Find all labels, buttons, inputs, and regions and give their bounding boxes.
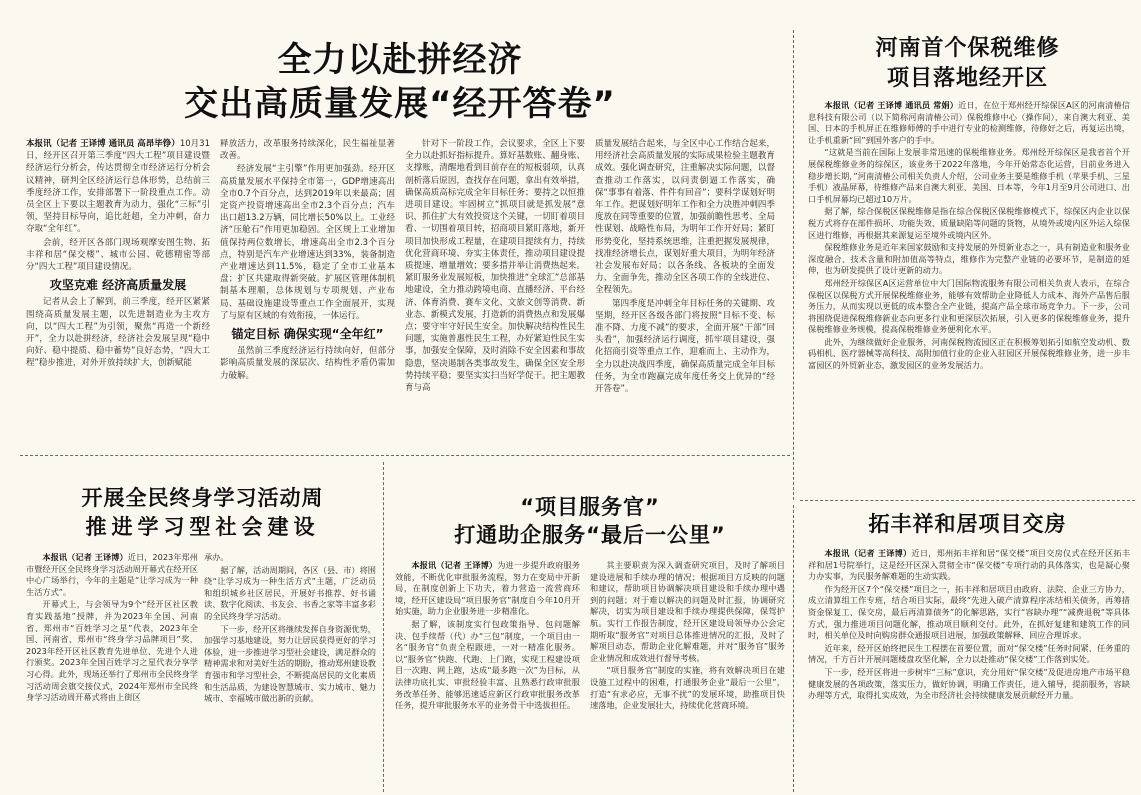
main-headline-line2: 交出高质量发展“经开答卷” bbox=[184, 84, 616, 124]
bottom-right-body bbox=[808, 548, 1130, 790]
bottom-left-headline-line2: 推进学习型社会建设 bbox=[85, 515, 320, 539]
bottom-right-p2: 作为经开区7个“保交楼”项目之一，拓丰祥和居项目由政府、法院、企业三方协力，成立清算组工作专班，结合项目实际，最终“先进入破产清算程序冻结相关债务，再筹措资金保复工、保交房，最后再清算债务”的化解思路，实行“容缺办理”“减费退税”等具体方式，强力推进项目问题化解，推动项目顺利交付。此外，在抓好复建和建筑工作的同时，相关单位及时向购房群众通报项目进展，加强政策解释、回应合理诉求。 bbox=[808, 583, 1130, 641]
bottom-left-headline-line1: 开展全民终身学习活动周 bbox=[81, 486, 324, 510]
right1-p4: 保税维修业务是近年来国家鼓励和支持发展的外贸新业态之一，具有制造业和服务业深度融合、技术含量和附加值高等特点，维修作为完整产业链的必要环节，是制造的延伸，也为研发提供了设计更新的动力。 bbox=[808, 242, 1130, 276]
right1-p3: 据了解，综合保税区保税维修是指在综合保税区保税维修模式下，综保区内企业以保税方式将存在部件损坏、功能失效、质量缺陷等问题的货物，从境外或境内区外运入综保区进行维修，再根据其来源复运至境外或境内区外。 bbox=[808, 206, 1130, 240]
section-divider bbox=[20, 455, 790, 456]
right1-p6: 此外，为继续做好企业服务，河南保税物流园区正在积极筹划拓引如航空发动机、数码相机、医疗器械等高科技、高附加值行业的企业入驻园区开展保税维修业务，进一步丰富园区的外贸新业态，激发园区的业务发展活力。 bbox=[808, 336, 1130, 371]
main-col-4 bbox=[595, 138, 775, 448]
right1-body bbox=[808, 100, 1130, 492]
bottom-mid-headline-line2: 打通助企服务“最后一公里” bbox=[454, 523, 726, 547]
bottom-right-p1-text: 近日，郑州拓丰祥和居“保交楼”项目交房仪式在经开区拓丰祥和居1号院举行，这是经开区深入贯彻全市“保交楼”专项行动的具体落实，也是凝心聚力办实事，为民服务解难题的生动实践。 bbox=[808, 548, 1130, 582]
bottom-mid-byline: 本报讯（记者 王译博） bbox=[411, 560, 498, 570]
main-col1-para bbox=[26, 138, 210, 236]
main-col1-p2: 会前，经开区各部门现场观摩安图生物、拓丰祥和居“保交楼”、城市公园、乾德精密等部分“四大工程”项目建设情况。 bbox=[26, 237, 210, 273]
column-divider bbox=[793, 30, 794, 500]
bottom-left-byline: 本报讯（记者 王译博） bbox=[42, 552, 128, 562]
right1-p2: “这就是当前在国际上发展非常迅速的保税维修业务。郑州经开综保区是我省首个开展保税维修业务的综保区，该业务于2022年落地，今年开始常态化运营，目前业务进入稳步增长期，”河南清椿公司相关负责人介绍，公司业务主要是维修手机（苹果手机、三星手机）液晶屏幕，待维修产品来自澳大利亚、美国、日本等，今年1月至9月公司进口、出口手机屏幕均已超过10万片。 bbox=[808, 147, 1130, 204]
bottom-left-p1 bbox=[26, 552, 198, 598]
main-headline-line1: 全力以赴拼经济 bbox=[277, 40, 523, 80]
section-divider-right bbox=[800, 500, 1135, 501]
bottom-right-p3: 近年来，经开区始终把民生工程摆在首要位置，面对“保交楼”任务时间紧、任务重的情况，千方百计开展问题楼盘攻坚化解，全力以赴推动“保交楼”工作落到实处。 bbox=[808, 642, 1130, 665]
bottom-left-col-2 bbox=[204, 552, 376, 790]
main-col4-p2: 第四季度是冲刺全年目标任务的关键期、攻坚期，经开区各级各部门将按照“目标不变、标准不降、力度不减”的要求，全面开展“干部“回头看”，加强经济运行调度，抓牢项目建设，强化招商引资等重点工作，迎难而上、主动作为，全力以赴决战四季度，确保高质量完成全年目标任务，为全市跑赢完成年度任务交上优异的“经开答卷”。 bbox=[595, 298, 775, 395]
main-col2-p2: 经济发展“主引擎”作用更加强劲。经开区高质量发展水平保持全市第一，GDP增速高出全市0.7个百分点，达到2019年以来最高；固定资产投资增速高出全市2.3个百分点；汽车出口超13.2万辆，同比增长50%以上。工业经济“压舱石”作用更加稳固。全区规上工业增加值保持两位数增长，增速高出全市2.3个百分点，特别是汽车产业增速达到33%，装备制造产业增速达到11.5%，稳定了全市工业基本盘；扩区共建取得新突破。扩展区管理体制机制基本理顺，总体规划与专项规划、产业布局、基础设施建设等重点工作全面展开，实现了与原有区域的有效衔接，一体运行。 bbox=[220, 164, 395, 321]
bottom-mid-col-2 bbox=[590, 560, 785, 790]
right1-headline-line1: 河南首个保税维修 bbox=[875, 36, 1060, 61]
column-divider bbox=[793, 505, 794, 792]
main-subhead-2: 锚定目标 确保实现“全年红” bbox=[231, 327, 384, 342]
main-col4-p1: 质量发展结合起来，与全区中心工作结合起来，用经济社会高质量发展的实际成果检验主题教育成效。强化调查研究，注重解决实际问题，以督查推动工作落实，以问责倒逼工作落实，确保“事事有着落、件件有回音”；要科学谋划好明年工作。把谋划好明年工作和全力决胜冲刺四季度放在同等重要的位置，加强前瞻性思考、全局性谋划、战略性布局，为明年工作开好局；紧盯形势变化，坚持系统思维，注重把握发展规律，找准经济增长点，谋划好重大项目，为明年经济社会发展布好局；以各条线、各板块的全面发力、全面争先，推动全区各项工作的全线进位、全程领先。 bbox=[595, 139, 775, 296]
right1-p1-text: 近日，在位于郑州经开综保区A区的河南清椿信息科技有限公司（以下简称河南清椿公司）保税维修中心（操作间），来自澳大利亚、美国、日本的手机屏正在维修师傅的手中进行专业的检测维修，待修好之后，再复运出境，让手机重新“回”到国外客户的手中。 bbox=[808, 100, 1130, 145]
bottom-left-p3: 承办。 bbox=[204, 552, 229, 562]
main-col1-p3: 记者从会上了解到，前三季度，经开区紧紧围绕高质量发展主题，以先进制造业为主攻方向，以“四大工程”为引领，聚焦“再造一个新经开”，全力以赴拼经济，经济社会发展呈现“稳中向好、稳中提质、稳中蓄势”良好态势，“四大工程”稳步推进，对外开放持续扩大，创新赋能 bbox=[26, 297, 210, 369]
column-divider bbox=[383, 462, 384, 792]
bottom-mid-headline-line1: “项目服务官” bbox=[520, 495, 660, 519]
bottom-mid-p2: 据了解，该制度实行包政策指导、包问题解决、包手续帮（代）办“三包”制度，一个项目由一名“服务官”负责全程跟进，一对一精准化服务。以“服务官”快跑、代跑、上门跑，实现工程建设项目一次跑、网上跑，达成“最多跑一次”为目标，从法律功底扎实、审批经验丰富、且熟悉行政审批服务改革任务、能够迅速适应新区行政审批服务改革任务，提升审批服务水平的业务骨干中选拔担任。 bbox=[395, 618, 580, 711]
bottom-left-p1-text: 近日，2023年郑州市暨经开区全民终身学习活动周开幕式在经开区中心广场举行，今年的主题是“让学习成为一种生活方式”。 bbox=[26, 552, 198, 597]
bottom-left-col-1 bbox=[26, 552, 198, 790]
main-subhead-1: 攻坚克难 经济高质量发展 bbox=[49, 278, 187, 293]
right1-p5: 郑州经开综保区A区运营单位中大门国际物流服务有限公司相关负责人表示，在综合保税区以保税方式开展保税维修业务，能够有效帮助企业降低人力成本、海外产品售后服务压力，从而实现以更低的成本整合全产业链，提高产品全球市场竞争力。下一步，公司将围绕促进保税维修新业态向更多行业和更深层次拓展，引入更多的保税维修业务，提升保税维修业务规模，提高保税维修业务便利化水平。 bbox=[808, 277, 1130, 335]
main-col-3 bbox=[405, 138, 585, 448]
bottom-right-p1 bbox=[808, 548, 1130, 583]
main-byline: 本报讯（记者 王译博 通讯员 高昂毕铮） bbox=[26, 139, 180, 149]
bottom-right-p4: 下一步，经开区将进一步树牢“三标”意识，充分用好“保交楼”及促进房地产市场平稳健康发展的各项政策，落实压力，做好协调，明确工作责任，进入辅导，提前服务，容缺办理等方式，取得扎实成效，为全市经济社会持续健康发展贡献经开力量。 bbox=[808, 666, 1130, 701]
main-col3-p1: 针对下一阶段工作，会议要求，全区上下要全力以赴抓好指标提升。算好基数账、翻身账、支撑账，清醒地看到目前存在的短板弱项，认真剖析落后原因，查找存在问题，拿出有效举措，确保高质高标完成全年目标任务；要持之以恒推进项目建设。牢固树立“抓项目就是抓发展”意识，抓住扩大有效投资这个关键，一切盯着项目看、一切围着项目转，招商项目紧盯落地，新开项目加快形成工程量，在建项目提续有力，持续优化营商环境、夯实主体责任，推动项目建设提质提速、增量增效；要多措并举让消费热起来。紧盯服务业发展短板，加快推进“全球汇”总部基地建设，全力推动跨境电商、直播经济、平台经济、体育消费、赛车文化、文旅文创等消费、新业态、新模式发展，打造新的消费热点和发展爆点；要守牢守好民生安全。加快解决结构性民生问题，实施普惠性民生工程，办好紧迫性民生实事，加强安全保障，及时消除不安全因素和事故隐患，坚决遏制各类事故发生，确保全区安全形势持续平稳；要坚实实扫当好学促干。把主题教育与高 bbox=[405, 139, 585, 394]
bottom-left-p5: 下一步，经开区将继续发挥自身资源优势，加强学习基地建设，努力让居民获得更好的学习体验，进一步推进学习型社会建设，满足群众的精神需求和对美好生活的期盼，推动郑州建设教育强市和学习型社会，不断提高居民的文化素质和生活品质，为建设智慧城市、实力城市、魅力城市、幸福城市做出新的贡献。 bbox=[204, 623, 376, 704]
right1-p1 bbox=[808, 100, 1130, 146]
bottom-left-p4: 据了解，活动周期间，各区（县、市）将围绕“让学习成为一种生活方式”主题，广泛动员和组织城乡社区居民，开展好书推荐、好书诵读、数字化阅读、书友会、书香之家等丰富多彩的全民终身学习活动。 bbox=[204, 564, 376, 621]
bottom-mid-col-1 bbox=[395, 560, 580, 790]
right1-byline: 本报讯（记者 王译博 通讯员 常娟） bbox=[824, 100, 959, 110]
bottom-mid-p1-text: 为进一步提升政府服务效能，不断优化审批服务流程，努力在变局中开新局，在制度创新上下功夫，着力营造一流营商环境，经开区建设局“项目服务官”制度自今年10月开始实施，助力企业服务进一步精准化。 bbox=[395, 560, 580, 617]
main-col2-p3: 虽然前三季度经济运行持续向好，但部分影响高质量发展的深层次、结构性矛盾仍需加力破解。 bbox=[220, 346, 395, 381]
right1-headline-line2: 项目落地经开区 bbox=[886, 66, 1048, 91]
bottom-mid-p3: 其主要职责为深入调查研究项目，及时了解项目建设进展和手续办理的情况；根据项目方反映的问题和建议，帮助项目协调解决项目建设和手续办理中遇到的问题；对于难以解决的问题及时汇报，协调研究解决，切实为项目建设和手续办理提供保障，保驾护航。实行工作报告制度，经开区建设局领导办公会定期听取“服务官”对项目总体推进情况的汇报，及时了解项目动态，帮助企业化解难题，并对“服务官”服务企业情况和成效进行督导考核。 bbox=[590, 560, 785, 663]
main-col1-p1: 10月31日，经开区召开第三季度“四大工程”项目建设暨经济运行分析会，传达贯彻全市经济运行分析会议精神，研判全区经济运行总体形势，总结前三季度经济工作，安排部署下一阶段重点工作。动员全区上下要以主题教育为动力，强化“三标”引领，坚持目标导向，追比赶超，全力冲刺，奋力夺取“全年红”。 bbox=[26, 139, 210, 235]
bottom-mid-p4: “项目服务官”制度的实施，将有效解决项目在建设施工过程中的困难，打通服务企业“最后一公里”，打造“有求必应，无事不扰”的发展环境，助推项目快速落地，企业发展壮大，持续优化营商环境。 bbox=[590, 665, 785, 711]
main-col2-p1: 释放活力，改革服务持续深化，民生福祉显著改善。 bbox=[220, 139, 395, 162]
bottom-right-headline: 拓丰祥和居项目交房 bbox=[868, 512, 1067, 536]
bottom-right-byline: 本报讯（记者 王译博） bbox=[824, 548, 912, 558]
bottom-mid-p1 bbox=[395, 560, 580, 618]
bottom-left-p2: 开幕式上，与会领导为9个“经开区社区教育实践基地”授牌，并为2023年全国、河南省、郑州市“百姓学习之星”代表，2023年全国、河南省、郑州市“终身学习品牌项目”奖，2023年经开区社区教育先进单位、先进个人进行颁奖。2023年全国百姓学习之星代表分享学习心得。此外，现场还举行了郑州市全民终身学习活动周会旗交接仪式，2024年郑州市全民终身学习活动周开幕式将由上街区 bbox=[26, 599, 198, 703]
main-col-1 bbox=[26, 138, 210, 448]
main-col-2 bbox=[220, 138, 395, 448]
